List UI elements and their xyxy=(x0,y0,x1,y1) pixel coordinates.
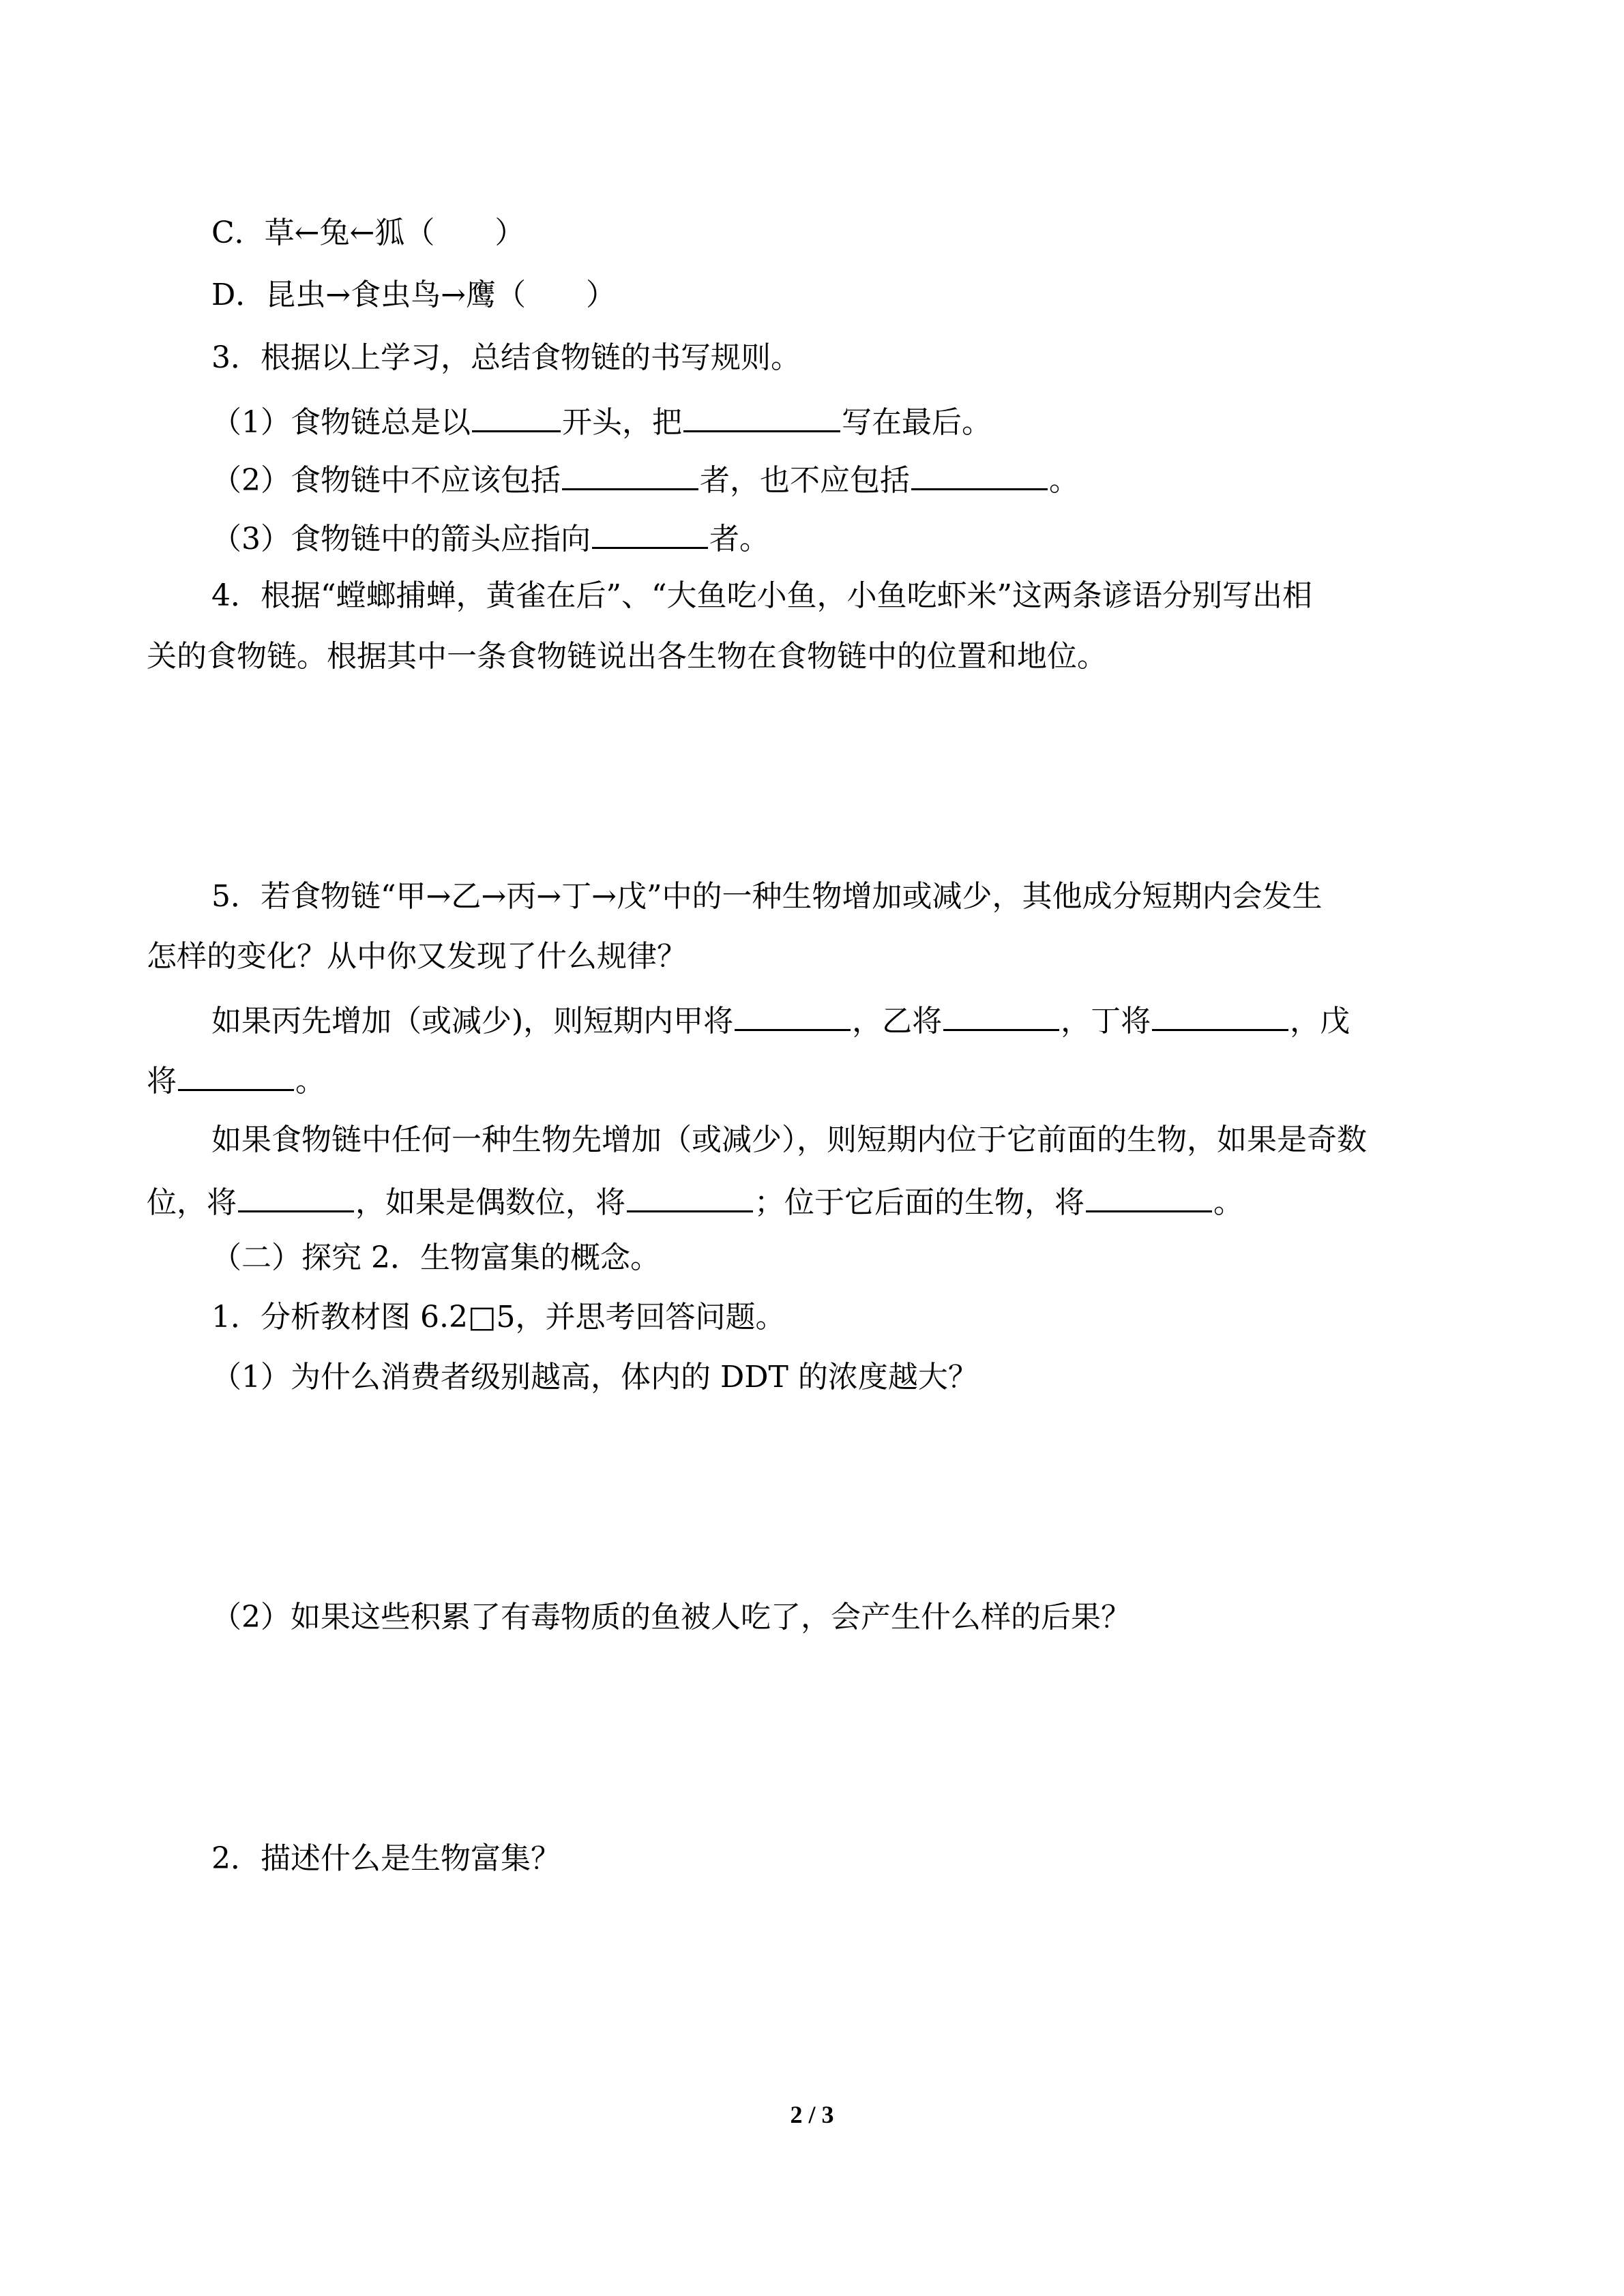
q3-2-text-c: 。 xyxy=(1049,463,1079,498)
subquestion-2: 2．描述什么是生物富集？ xyxy=(211,1841,561,1876)
question-5-line-2: 怎样的变化？从中你又发现了什么规律？ xyxy=(147,939,687,974)
question-3: 3．根据以上学习，总结食物链的书写规则。 xyxy=(211,340,801,375)
subquestion-1-2: （2）如果这些积累了有毒物质的鱼被人吃了，会产生什么样的后果？ xyxy=(211,1600,1131,1635)
q5a-text-4: ，戊 xyxy=(1290,1004,1350,1039)
q3-3-text-a: （3）食物链中的箭头应指向 xyxy=(211,522,591,556)
answer-blank[interactable] xyxy=(1086,1180,1212,1212)
q5a-text-3: ，丁将 xyxy=(1061,1004,1151,1039)
section-2-heading: （二）探究 2．生物富集的概念。 xyxy=(211,1240,660,1275)
q5a-text-5: 将 xyxy=(147,1064,177,1099)
question-5-answer-b-cont xyxy=(147,1180,1243,1223)
option-d: D．昆虫→食虫鸟→鹰（ ） xyxy=(211,278,617,312)
subquestion-1-1: （1）为什么消费者级别越高，体内的 DDT 的浓度越大？ xyxy=(211,1360,978,1395)
q3-1-text-a: （1）食物链总是以 xyxy=(211,405,471,440)
answer-blank[interactable] xyxy=(562,458,698,490)
q5b-text-2: 位，将 xyxy=(147,1185,237,1220)
answer-blank[interactable] xyxy=(911,458,1048,490)
q3-3-text-b: 者。 xyxy=(709,522,769,556)
answer-blank[interactable] xyxy=(627,1180,753,1212)
answer-blank[interactable] xyxy=(943,999,1059,1031)
question-3-2 xyxy=(211,458,1079,501)
q3-1-text-b: 开头，把 xyxy=(562,405,682,440)
answer-blank[interactable] xyxy=(1152,999,1288,1031)
answer-blank[interactable] xyxy=(472,400,561,432)
answer-blank[interactable] xyxy=(178,1059,294,1091)
q5b-text-4: ；位于它后面的生物，将 xyxy=(754,1185,1084,1220)
page-number: 2 / 3 xyxy=(790,2101,834,2128)
q3-2-text-a: （2）食物链中不应该包括 xyxy=(211,463,561,498)
answer-blank[interactable] xyxy=(238,1180,354,1212)
question-4-line-2: 关的食物链。根据其中一条食物链说出各生物在食物链中的位置和地位。 xyxy=(147,639,1107,674)
question-5-line-1: 5．若食物链“甲→乙→丙→丁→戊”中的一种生物增加或减少，其他成分短期内会发生 xyxy=(211,879,1323,914)
question-5-answer-a-cont xyxy=(147,1059,325,1102)
question-3-1 xyxy=(211,400,992,443)
question-5-answer-a xyxy=(211,999,1350,1042)
q5a-text-6: 。 xyxy=(295,1064,325,1099)
question-3-3 xyxy=(211,517,769,560)
answer-blank[interactable] xyxy=(735,999,851,1031)
question-4-line-1: 4．根据“螳螂捕蝉，黄雀在后”、“大鱼吃小鱼，小鱼吃虾米”这两条谚语分别写出相 xyxy=(211,578,1312,613)
q3-1-text-c: 写在最后。 xyxy=(842,405,992,440)
q5b-text-3: ，如果是偶数位，将 xyxy=(355,1185,625,1220)
answer-blank[interactable] xyxy=(592,517,708,549)
answer-blank[interactable] xyxy=(683,400,840,432)
question-5-answer-b: 如果食物链中任何一种生物先增加（或减少），则短期内位于它前面的生物，如果是奇数 xyxy=(211,1122,1367,1157)
q5a-text-2: ，乙将 xyxy=(852,1004,943,1039)
subquestion-1: 1．分析教材图 6.2□5，并思考回答问题。 xyxy=(211,1300,786,1335)
q5b-text-5: 。 xyxy=(1213,1185,1243,1220)
option-c: C．草←兔←狐（ ） xyxy=(211,215,525,250)
q5a-text-1: 如果丙先增加（或减少)，则短期内甲将 xyxy=(211,1004,734,1039)
q3-2-text-b: 者，也不应包括 xyxy=(700,463,910,498)
